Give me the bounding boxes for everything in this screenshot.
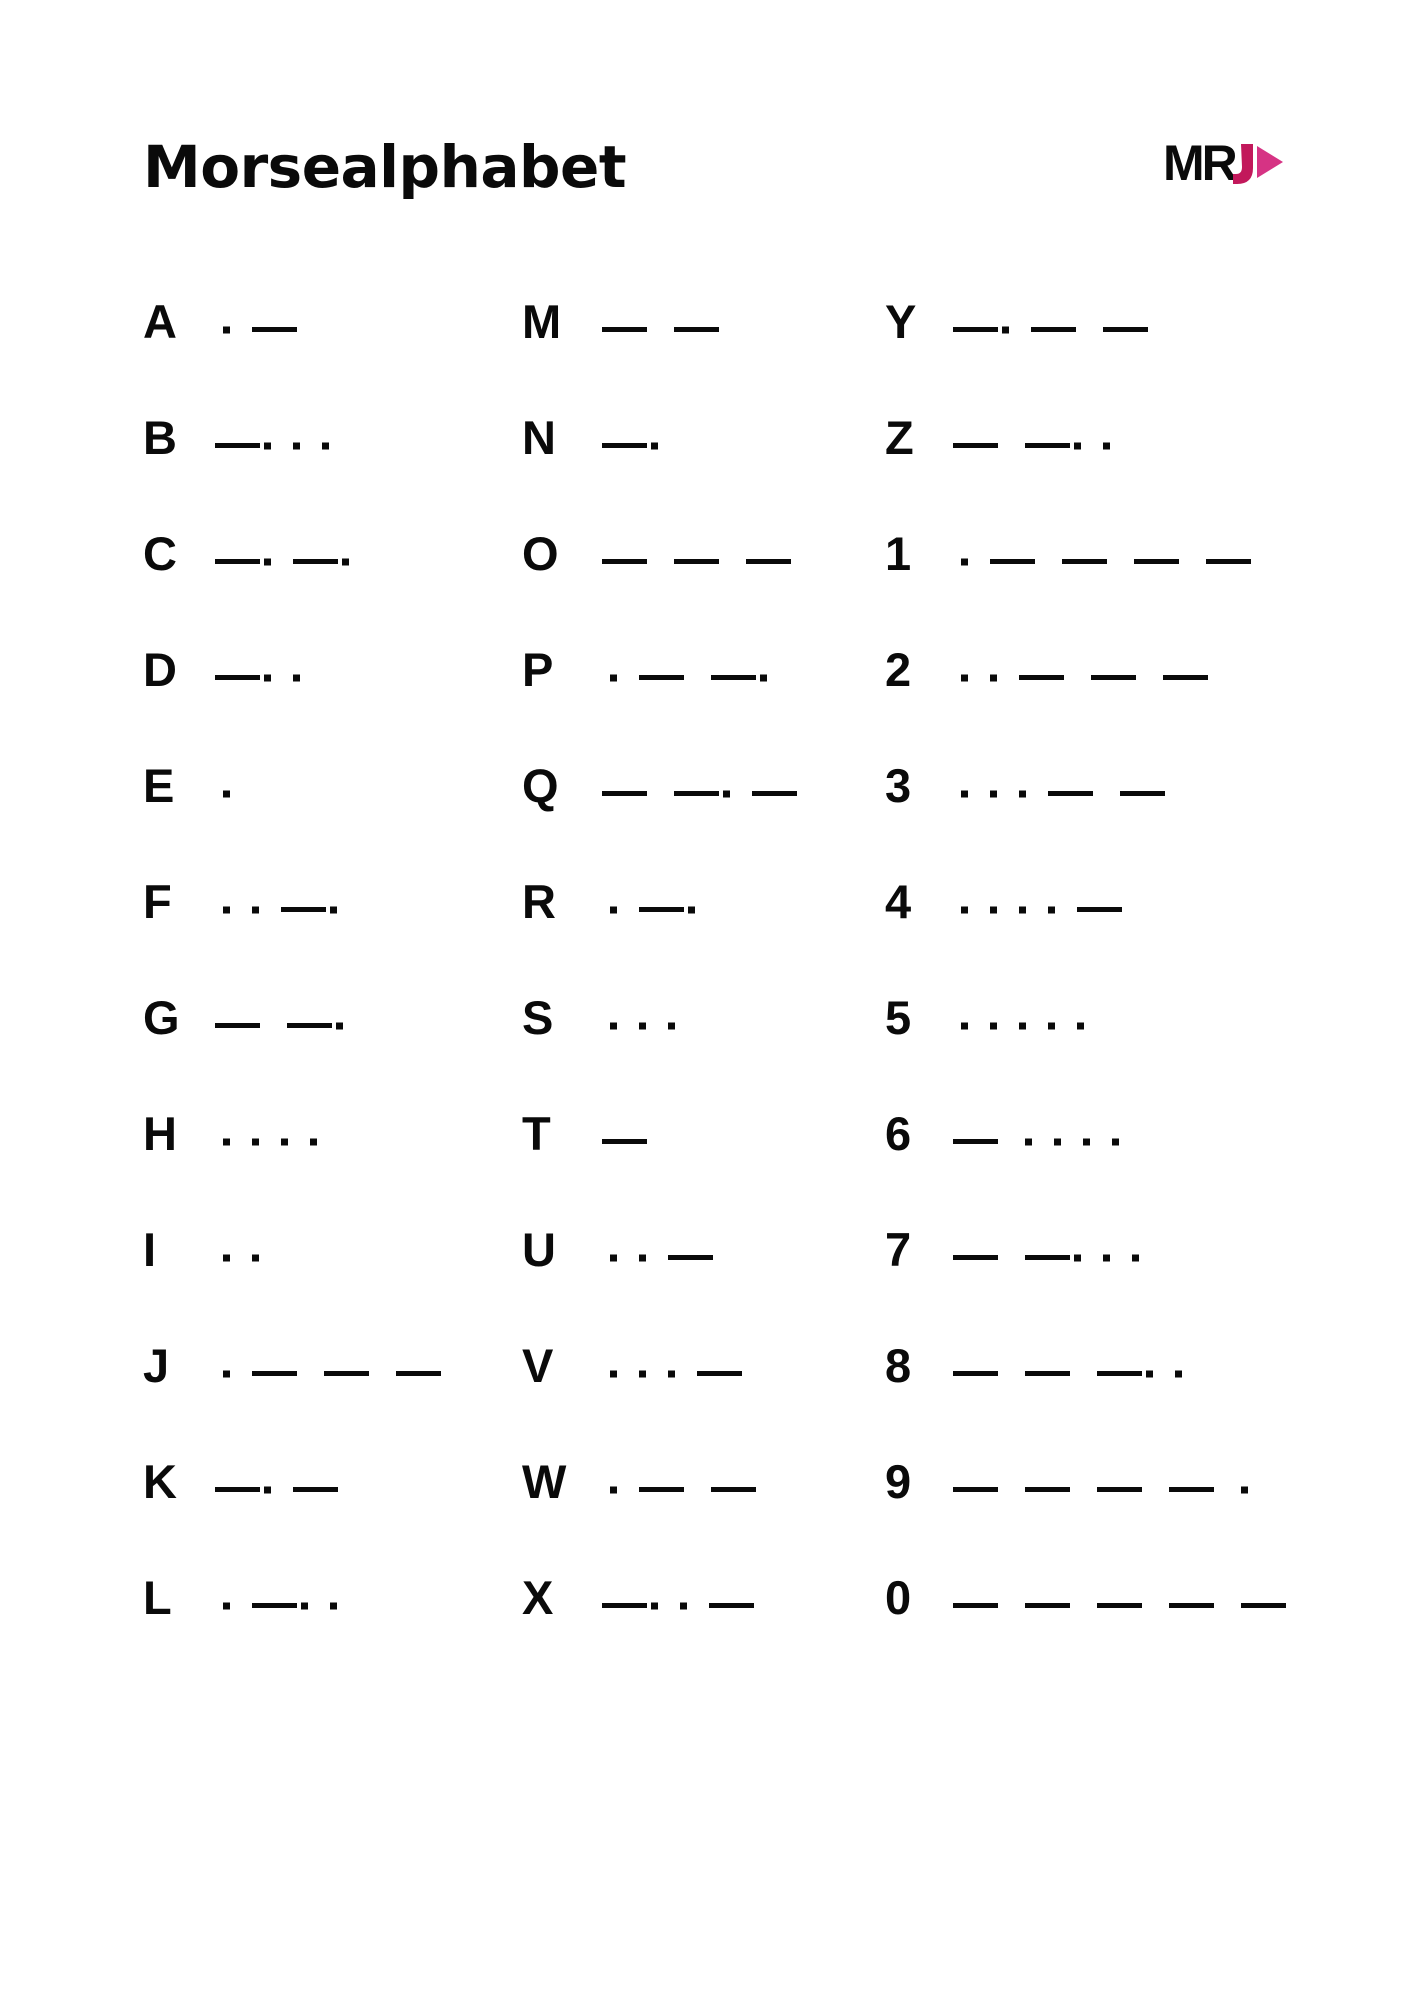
morse-dot — [651, 443, 658, 450]
morse-dash — [602, 791, 647, 796]
morse-dash — [602, 327, 647, 332]
morse-dash — [1031, 327, 1076, 332]
morse-dot — [223, 791, 230, 798]
morse-dot — [990, 675, 997, 682]
morse-character: 8 — [885, 1339, 912, 1392]
morse-dash — [281, 907, 326, 912]
morse-code-symbols — [953, 640, 1293, 700]
morse-dot — [1175, 1371, 1182, 1378]
morse-dash — [215, 1487, 260, 1492]
morse-dash — [953, 1371, 998, 1376]
morse-dash — [602, 443, 647, 448]
morse-dash — [1048, 791, 1093, 796]
morse-dot — [310, 1139, 317, 1146]
morse-dash — [674, 327, 719, 332]
morse-code — [215, 988, 555, 1048]
morse-dot — [1103, 1255, 1110, 1262]
morse-code-symbols — [215, 292, 555, 352]
morse-code — [953, 640, 1293, 700]
morse-character: 9 — [885, 1455, 912, 1508]
morse-dot — [330, 907, 337, 914]
morse-dot — [639, 1371, 646, 1378]
morse-character: A — [143, 295, 177, 348]
morse-dot — [610, 675, 617, 682]
morse-dash — [1062, 559, 1107, 564]
morse-dash — [215, 443, 260, 448]
morse-dash — [252, 1603, 297, 1608]
morse-character: N — [522, 411, 556, 464]
morse-dot — [1112, 1139, 1119, 1146]
morse-dot — [322, 443, 329, 450]
morse-dot — [1074, 443, 1081, 450]
morse-code-symbols — [215, 1220, 555, 1280]
morse-dash — [293, 559, 338, 564]
morse-code — [215, 524, 555, 584]
morse-character: Q — [522, 759, 559, 812]
morse-dot — [223, 1603, 230, 1610]
morse-character: 0 — [885, 1571, 912, 1624]
morse-dot — [342, 559, 349, 566]
morse-character: W — [522, 1455, 567, 1508]
morse-dot — [610, 1487, 617, 1494]
morse-dash — [953, 1603, 998, 1608]
morse-dot — [330, 1603, 337, 1610]
morse-character: M — [522, 295, 562, 348]
morse-dot — [293, 675, 300, 682]
morse-code — [953, 408, 1293, 468]
morse-code — [215, 1452, 555, 1512]
morse-dot — [610, 907, 617, 914]
morse-code — [953, 1104, 1293, 1164]
morse-dash — [953, 1487, 998, 1492]
morse-dot — [961, 675, 968, 682]
morse-code-symbols — [215, 408, 555, 468]
morse-dash — [639, 1487, 684, 1492]
morse-character: E — [143, 759, 175, 812]
morse-dot — [961, 791, 968, 798]
morse-dash — [1097, 1487, 1142, 1492]
morse-dot — [1077, 1023, 1084, 1030]
morse-character: U — [522, 1223, 556, 1276]
morse-code-symbols — [953, 1452, 1293, 1512]
morse-dash — [697, 1371, 742, 1376]
morse-dot — [1083, 1139, 1090, 1146]
morse-code — [953, 1568, 1293, 1628]
morse-character: G — [143, 991, 180, 1044]
morse-code-symbols — [215, 1104, 555, 1164]
morse-dash — [252, 1371, 297, 1376]
morse-character: X — [522, 1571, 554, 1624]
morse-dot — [990, 1023, 997, 1030]
morse-dash — [639, 907, 684, 912]
morse-character: L — [143, 1571, 172, 1624]
morse-dot — [639, 1255, 646, 1262]
morse-character: P — [522, 643, 554, 696]
morse-dot — [961, 907, 968, 914]
morse-dash — [1091, 675, 1136, 680]
morse-dash — [1097, 1371, 1142, 1376]
morse-dot — [961, 559, 968, 566]
morse-character: 5 — [885, 991, 912, 1044]
morse-dash — [252, 327, 297, 332]
morse-dash — [674, 559, 719, 564]
morse-code — [953, 1336, 1293, 1396]
morse-code-symbols — [953, 1220, 1293, 1280]
morse-dash — [1206, 559, 1251, 564]
morse-dot — [223, 907, 230, 914]
morse-dot — [723, 791, 730, 798]
morse-dash — [752, 791, 797, 796]
morse-character: V — [522, 1339, 554, 1392]
morse-dot — [264, 443, 271, 450]
morse-character: H — [143, 1107, 177, 1160]
morse-dot — [668, 1371, 675, 1378]
morse-code — [215, 1568, 555, 1628]
morse-character: 4 — [885, 875, 912, 928]
morse-code — [953, 292, 1293, 352]
morse-dash — [602, 1139, 647, 1144]
morse-dash — [215, 675, 260, 680]
morse-character: O — [522, 527, 559, 580]
morse-dot — [336, 1023, 343, 1030]
morse-dot — [223, 327, 230, 334]
morse-code — [215, 872, 555, 932]
morse-dot — [610, 1023, 617, 1030]
morse-code-symbols — [215, 1452, 555, 1512]
morse-dash — [1025, 1255, 1070, 1260]
morse-dash — [1134, 559, 1179, 564]
morse-code-symbols — [953, 408, 1293, 468]
morse-code-symbols — [953, 1104, 1293, 1164]
morse-dot — [252, 1139, 259, 1146]
morse-dot — [293, 443, 300, 450]
morse-code — [953, 1452, 1293, 1512]
morse-code-symbols — [215, 1568, 555, 1628]
morse-dot — [688, 907, 695, 914]
morse-code — [953, 872, 1293, 932]
morse-character: 3 — [885, 759, 912, 812]
morse-dash — [1103, 327, 1148, 332]
morse-dot — [252, 907, 259, 914]
morse-code-symbols — [953, 1568, 1293, 1628]
morse-dot — [610, 1255, 617, 1262]
morse-character: R — [522, 875, 556, 928]
morse-dot — [680, 1603, 687, 1610]
morse-dot — [264, 1487, 271, 1494]
morse-code — [953, 756, 1293, 816]
morse-code-symbols — [953, 872, 1293, 932]
morse-dot — [990, 907, 997, 914]
morse-character: Y — [885, 295, 917, 348]
morse-dash — [1169, 1487, 1214, 1492]
morse-code-symbols — [953, 524, 1293, 584]
morse-dot — [281, 1139, 288, 1146]
morse-dash — [396, 1371, 441, 1376]
morse-dash — [746, 559, 791, 564]
morse-dot — [1103, 443, 1110, 450]
morse-code — [215, 1336, 555, 1396]
morse-dash — [215, 559, 260, 564]
morse-dash — [1019, 675, 1064, 680]
morse-dot — [1048, 907, 1055, 914]
morse-dot — [1054, 1139, 1061, 1146]
morse-character: K — [143, 1455, 177, 1508]
morse-dot — [1146, 1371, 1153, 1378]
morse-dash — [1120, 791, 1165, 796]
morse-dash — [674, 791, 719, 796]
morse-code-symbols — [215, 1336, 555, 1396]
morse-code — [215, 756, 555, 816]
morse-dash — [711, 1487, 756, 1492]
morse-code-symbols — [215, 640, 555, 700]
morse-code-symbols — [953, 988, 1293, 1048]
morse-dash — [1241, 1603, 1286, 1608]
morse-code-symbols — [215, 872, 555, 932]
morse-dot — [1048, 1023, 1055, 1030]
morse-dash — [287, 1023, 332, 1028]
morse-dash — [1163, 675, 1208, 680]
morse-dot — [264, 675, 271, 682]
morse-dot — [252, 1255, 259, 1262]
page-title: Morsealphabet — [143, 133, 627, 201]
morse-code-symbols — [215, 524, 555, 584]
morse-dash — [602, 1603, 647, 1608]
morse-dash — [953, 1255, 998, 1260]
morse-dash — [1169, 1603, 1214, 1608]
morse-dash — [953, 327, 998, 332]
logo-text-mr: MR — [1163, 138, 1235, 191]
morse-dash — [1025, 1603, 1070, 1608]
morse-dash — [953, 443, 998, 448]
morse-dash — [711, 675, 756, 680]
morse-dash — [602, 559, 647, 564]
morse-dot — [223, 1371, 230, 1378]
morse-dot — [301, 1603, 308, 1610]
morse-dot — [1002, 327, 1009, 334]
morse-dash — [953, 1139, 998, 1144]
morse-dot — [1241, 1487, 1248, 1494]
morse-dot — [760, 675, 767, 682]
morse-dot — [961, 1023, 968, 1030]
morse-character: 1 — [885, 527, 912, 580]
morse-dash — [668, 1255, 713, 1260]
morse-character: C — [143, 527, 177, 580]
morse-dot — [651, 1603, 658, 1610]
morse-character: 6 — [885, 1107, 912, 1160]
morse-dash — [324, 1371, 369, 1376]
morse-dash — [215, 1023, 260, 1028]
morse-character: 7 — [885, 1223, 912, 1276]
morse-dot — [1025, 1139, 1032, 1146]
morse-character: J — [143, 1339, 170, 1392]
morse-dot — [639, 1023, 646, 1030]
morse-dot — [1074, 1255, 1081, 1262]
morse-character: F — [143, 875, 172, 928]
morse-character: S — [522, 991, 554, 1044]
morse-dot — [223, 1139, 230, 1146]
morse-code — [215, 1220, 555, 1280]
morse-dash — [1025, 443, 1070, 448]
morse-code — [215, 640, 555, 700]
morse-dash — [1097, 1603, 1142, 1608]
morse-dot — [264, 559, 271, 566]
morse-code — [953, 988, 1293, 1048]
morse-character: 2 — [885, 643, 912, 696]
morse-dot — [668, 1023, 675, 1030]
morse-character: I — [143, 1223, 157, 1276]
morse-code-symbols — [953, 1336, 1293, 1396]
morse-dash — [709, 1603, 754, 1608]
morse-code-symbols — [953, 756, 1293, 816]
morse-code-symbols — [215, 756, 555, 816]
morse-dot — [1019, 791, 1026, 798]
morse-code — [215, 408, 555, 468]
morse-dash — [1025, 1371, 1070, 1376]
morse-dot — [990, 791, 997, 798]
morse-character: T — [522, 1107, 551, 1160]
morse-code — [953, 1220, 1293, 1280]
morse-dot — [1132, 1255, 1139, 1262]
morse-dash — [639, 675, 684, 680]
morse-character: Z — [885, 411, 914, 464]
morse-dash — [293, 1487, 338, 1492]
morse-dash — [990, 559, 1035, 564]
morse-dot — [1019, 1023, 1026, 1030]
morse-dot — [1019, 907, 1026, 914]
morse-code — [953, 524, 1293, 584]
morse-code-symbols — [953, 292, 1293, 352]
morse-code — [215, 1104, 555, 1164]
morse-character: B — [143, 411, 177, 464]
morse-code-symbols — [215, 988, 555, 1048]
morse-dot — [223, 1255, 230, 1262]
morse-dash — [1025, 1487, 1070, 1492]
morse-character: D — [143, 643, 177, 696]
morse-code — [215, 292, 555, 352]
morse-dash — [1077, 907, 1122, 912]
morse-dot — [610, 1371, 617, 1378]
